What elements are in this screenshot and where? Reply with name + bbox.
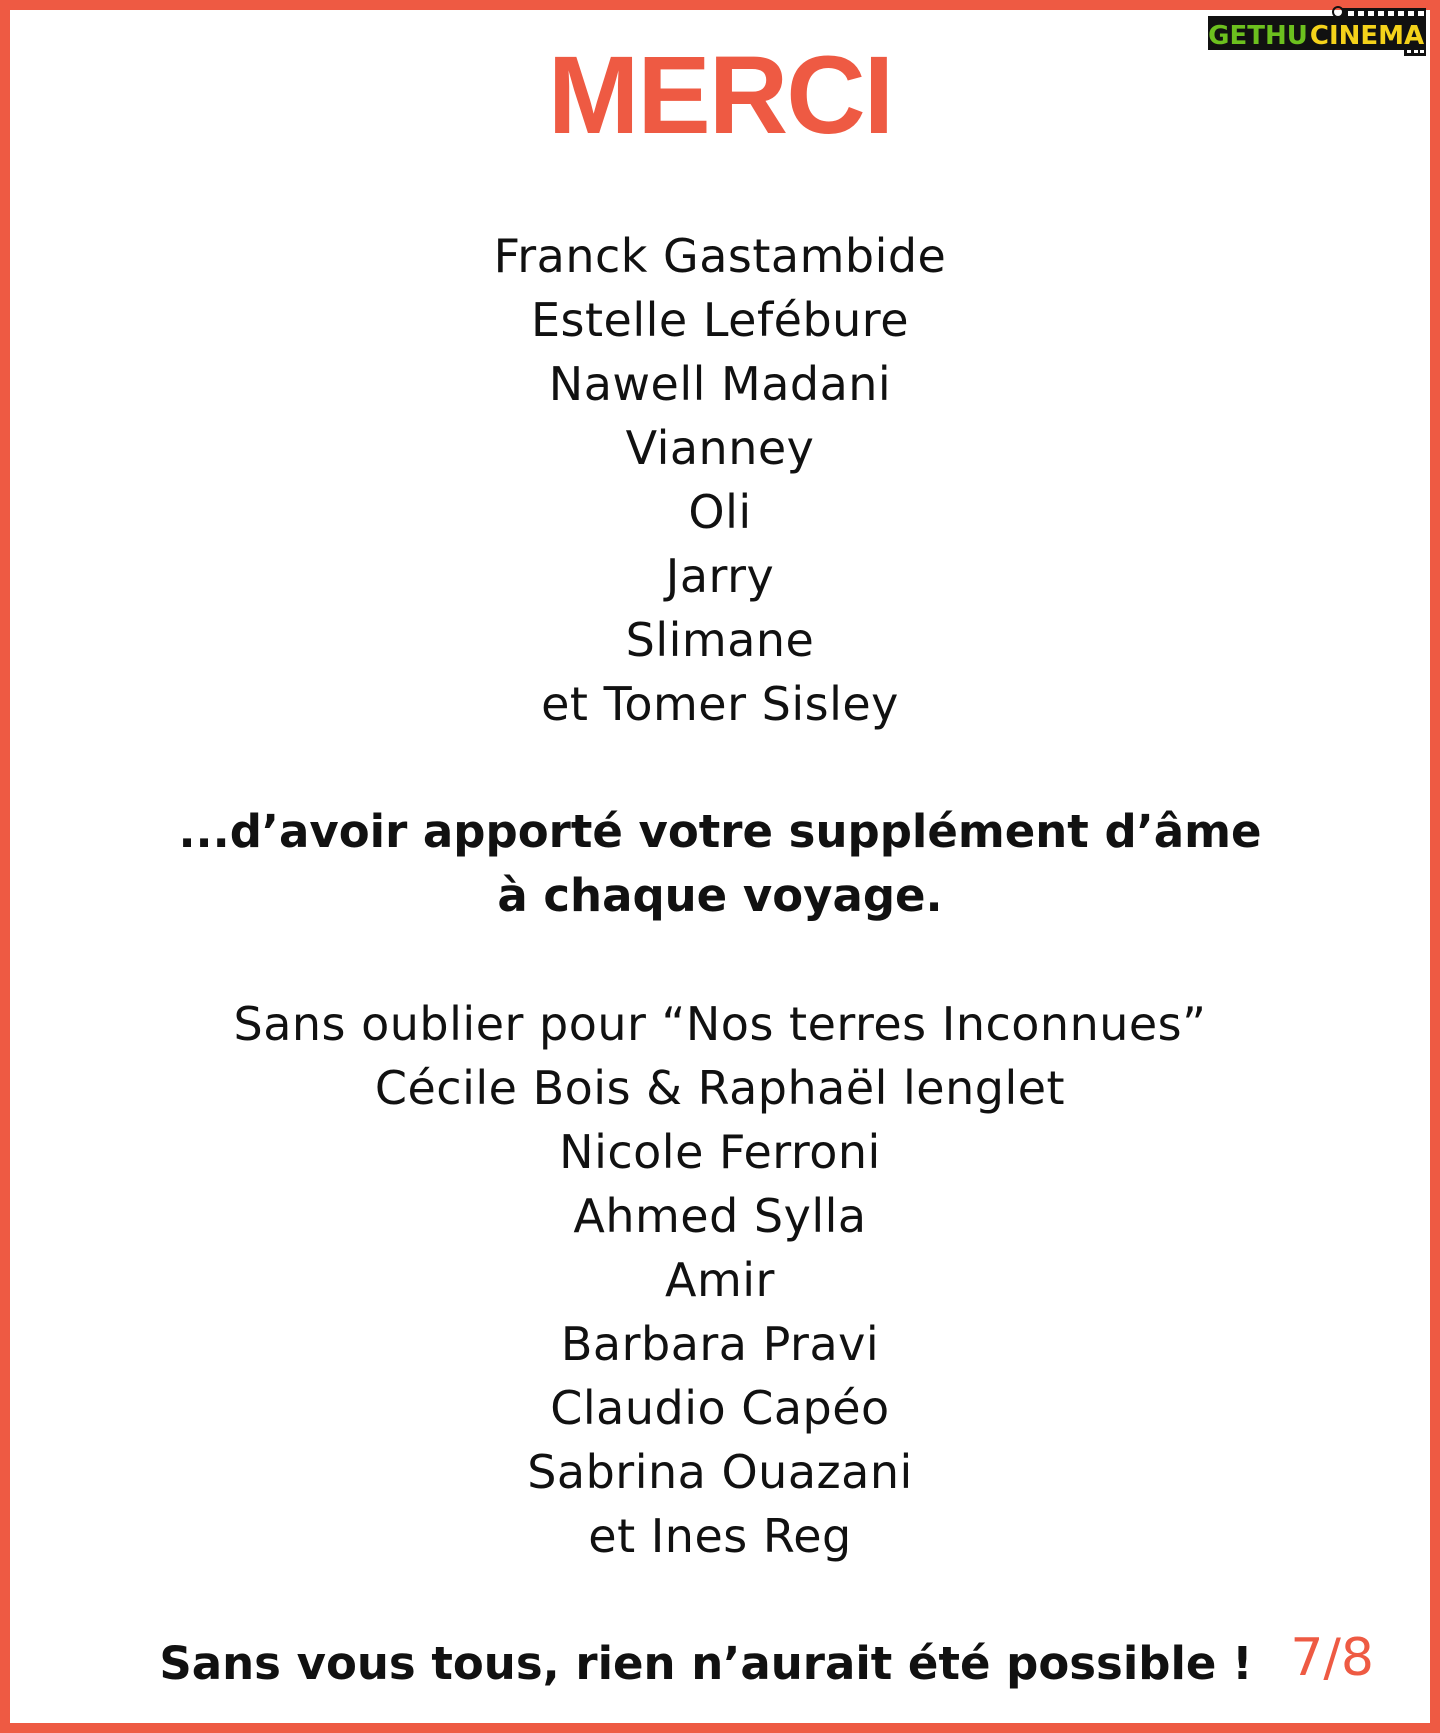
page-title: MERCI xyxy=(547,34,893,157)
cast-name: Amir xyxy=(665,1253,775,1307)
cast-name: Vianney xyxy=(625,421,815,475)
cast-name: Barbara Pravi xyxy=(560,1317,880,1371)
cast-list-2 xyxy=(0,992,1440,1568)
cast-name: et Tomer Sisley xyxy=(541,677,899,731)
cast-name: et Ines Reg xyxy=(588,1509,852,1563)
page-counter: 7/8 xyxy=(1290,1628,1374,1688)
cast-name: Claudio Capéo xyxy=(550,1381,890,1435)
cast-name: Jarry xyxy=(665,549,775,603)
thanks-line: à chaque voyage. xyxy=(497,869,943,922)
cast-list-1 xyxy=(0,224,1440,736)
cast-name: Slimane xyxy=(625,613,815,667)
cast-list-2-intro: Sans oublier pour “Nos terres Inconnues” xyxy=(233,997,1207,1051)
cast-name: Cécile Bois & Raphaël lenglet xyxy=(374,1061,1066,1115)
cast-name: Estelle Lefébure xyxy=(530,293,910,347)
thanks-line: ...d’avoir apporté votre supplément d’âme xyxy=(178,805,1262,858)
closing-message: Sans vous tous, rien n’aurait été possible ! xyxy=(159,1637,1253,1690)
logo-text-2: CINEMA xyxy=(1309,21,1425,51)
cast-name: Sabrina Ouazani xyxy=(527,1445,913,1499)
cast-name: Oli xyxy=(688,485,752,539)
cast-name: Nawell Madani xyxy=(548,357,892,411)
logo-text-1: GETHU xyxy=(1208,21,1308,51)
thanks-message xyxy=(0,800,1440,928)
cast-name: Ahmed Sylla xyxy=(573,1189,867,1243)
cast-name: Franck Gastambide xyxy=(493,229,947,283)
cast-name: Nicole Ferroni xyxy=(559,1125,881,1179)
